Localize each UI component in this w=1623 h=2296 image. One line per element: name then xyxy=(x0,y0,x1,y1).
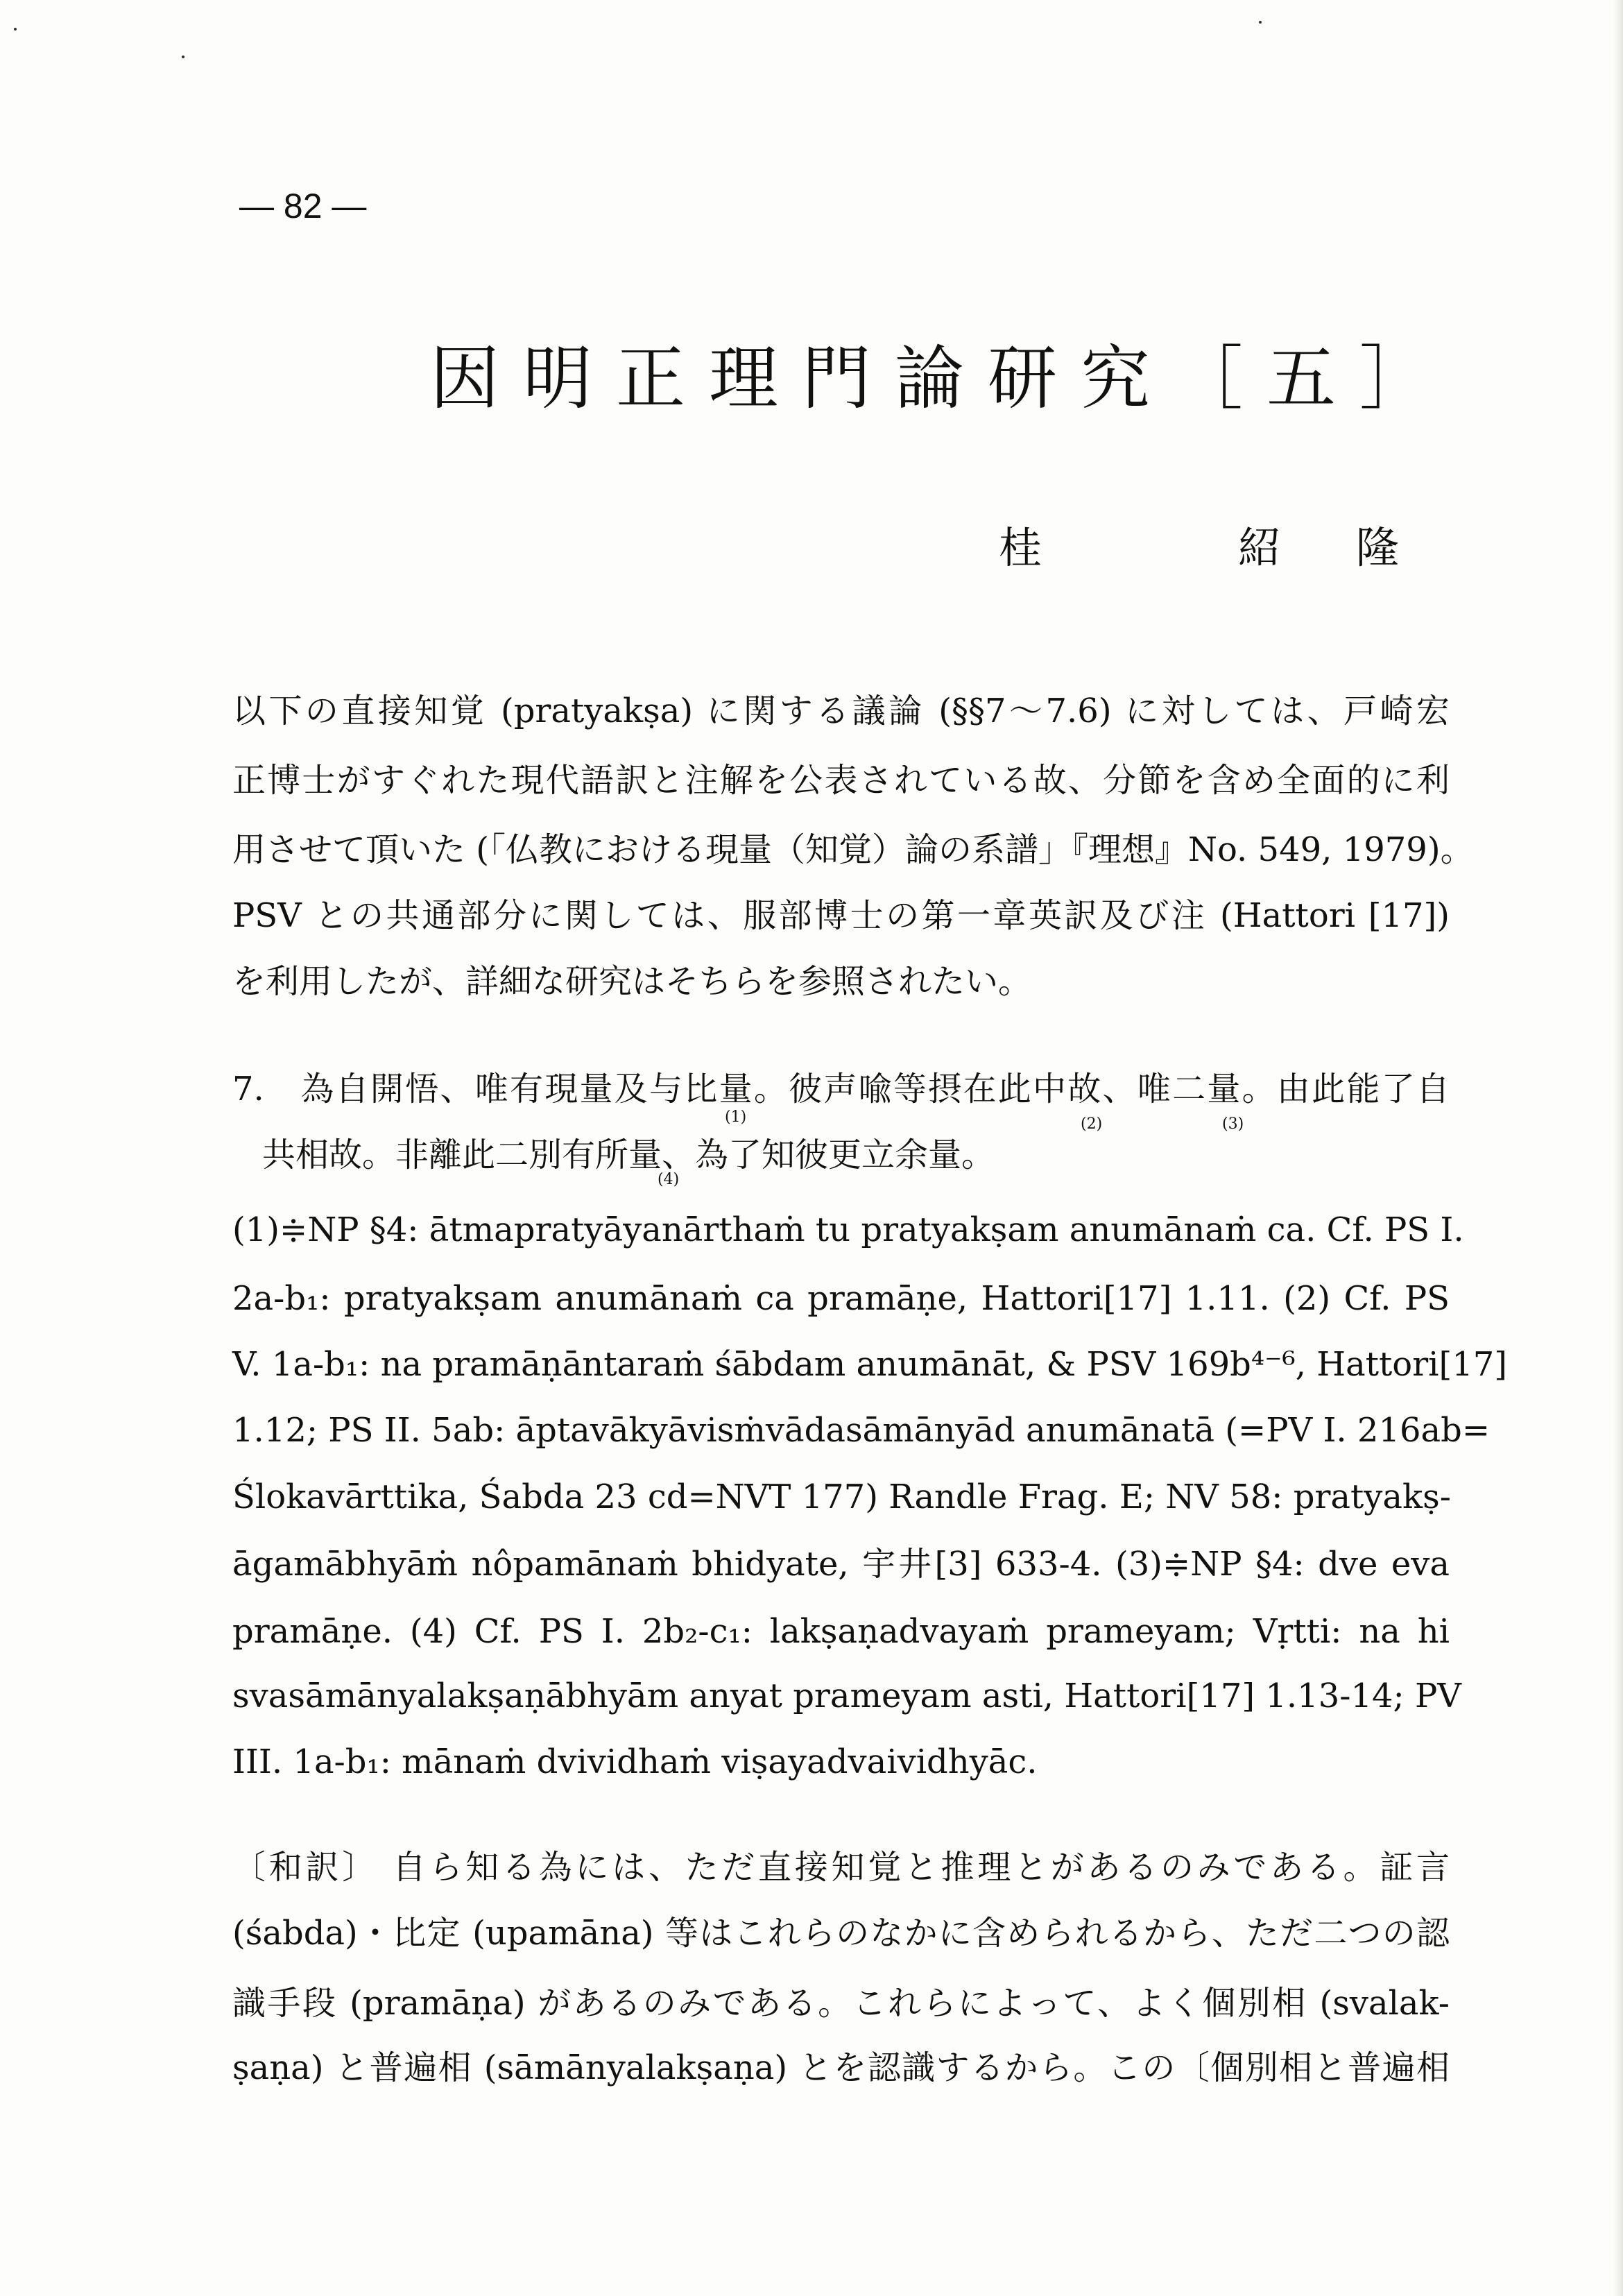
author-given-2: 隆 xyxy=(1356,522,1400,573)
note-line: pramāṇe. (4) Cf. PS I. 2b₂-c₁: lakṣaṇadvayaṁ prameyam; Vṛtti: na hi xyxy=(232,1612,1450,1651)
intro-line: 以下の直接知覚 (pratyakṣa) に関する議論 (§§7〜7.6) に対しては、戸崎宏 xyxy=(232,692,1450,730)
intro-line: を利用したが、詳細な研究はそちらを参照されたい。 xyxy=(232,962,1032,1001)
note-line: (1)≑NP §4: ātmapratyāyanārthaṁ tu pratyakṣam anumānaṁ ca. Cf. PS I. xyxy=(232,1210,1464,1249)
author-given-1: 紹 xyxy=(1238,522,1282,573)
page-number: — 82 — xyxy=(239,187,367,225)
translation-line: (śabda)・比定 (upamāna) 等はこれらのなかに含められるから、ただ二つの認 xyxy=(232,1914,1450,1953)
article-title: 因明正理門論研究［五］ xyxy=(430,338,1452,419)
note-line: svasāmānyalakṣaṇābhyām anyat prameyam asti, Hattori[17] 1.13-14; PV xyxy=(232,1677,1461,1715)
note-line: Ślokavārttika, Śabda 23 cd=NVT 177) Randle Frag. E; NV 58: pratyakṣ- xyxy=(232,1477,1451,1516)
footnote-marker: (1) xyxy=(725,1108,747,1126)
footnote-marker: (2) xyxy=(1081,1115,1103,1133)
section-line: 7. 為自開悟、唯有現量及与比量。彼声喩等摂在此中故、唯二量。由此能了自 xyxy=(232,1070,1450,1108)
footnote-marker: (4) xyxy=(658,1171,680,1188)
translation-line: 〔和訳〕 自ら知る為には、ただ直接知覚と推理とがあるのみである。証言 xyxy=(232,1848,1450,1887)
intro-line: PSV との共通部分に関しては、服部博士の第一章英訳及び注 (Hattori [17]) xyxy=(232,896,1450,935)
note-line: 2a-b₁: pratyakṣam anumānaṁ ca pramāṇe, Hattori[17] 1.11. (2) Cf. PS xyxy=(232,1279,1450,1318)
scan-edge-shadow xyxy=(1613,0,1623,2296)
scan-speck xyxy=(182,55,184,58)
note-line: V. 1a-b₁: na pramāṇāntaraṁ śābdam anumānāt, & PSV 169b⁴⁻⁶, Hattori[17] xyxy=(232,1345,1508,1384)
note-line: III. 1a-b₁: mānaṁ dvividhaṁ viṣayadvaividhyāc. xyxy=(232,1742,1038,1781)
section-line: 共相故。非離此二別有所量、為了知彼更立余量。 xyxy=(262,1136,995,1174)
note-line: 1.12; PS II. 5ab: āptavākyāvisṁvādasāmānyād anumānatā (=PV I. 216ab= xyxy=(232,1411,1491,1450)
footnote-marker: (3) xyxy=(1222,1115,1244,1133)
note-line: āgamābhyāṁ nôpamānaṁ bhidyate, 宇井[3] 633-4. (3)≑NP §4: dve eva xyxy=(232,1545,1450,1584)
translation-line: 識手段 (pramāṇa) があるのみである。これらによって、よく個別相 (svalak- xyxy=(232,1984,1450,2023)
scan-speck xyxy=(14,28,17,31)
intro-line: 用させて頂いた (「仏教における現量（知覚）論の系譜」『理想』No. 549, 1979)。 xyxy=(232,830,1474,869)
scan-speck xyxy=(1259,21,1262,24)
author-surname: 桂 xyxy=(999,522,1042,573)
translation-line: ṣaṇa) と普遍相 (sāmānyalakṣaṇa) とを認識するから。この〔個別相と普遍相 xyxy=(232,2048,1450,2087)
intro-line: 正博士がすぐれた現代語訳と注解を公表されている故、分節を含め全面的に利 xyxy=(232,761,1450,800)
